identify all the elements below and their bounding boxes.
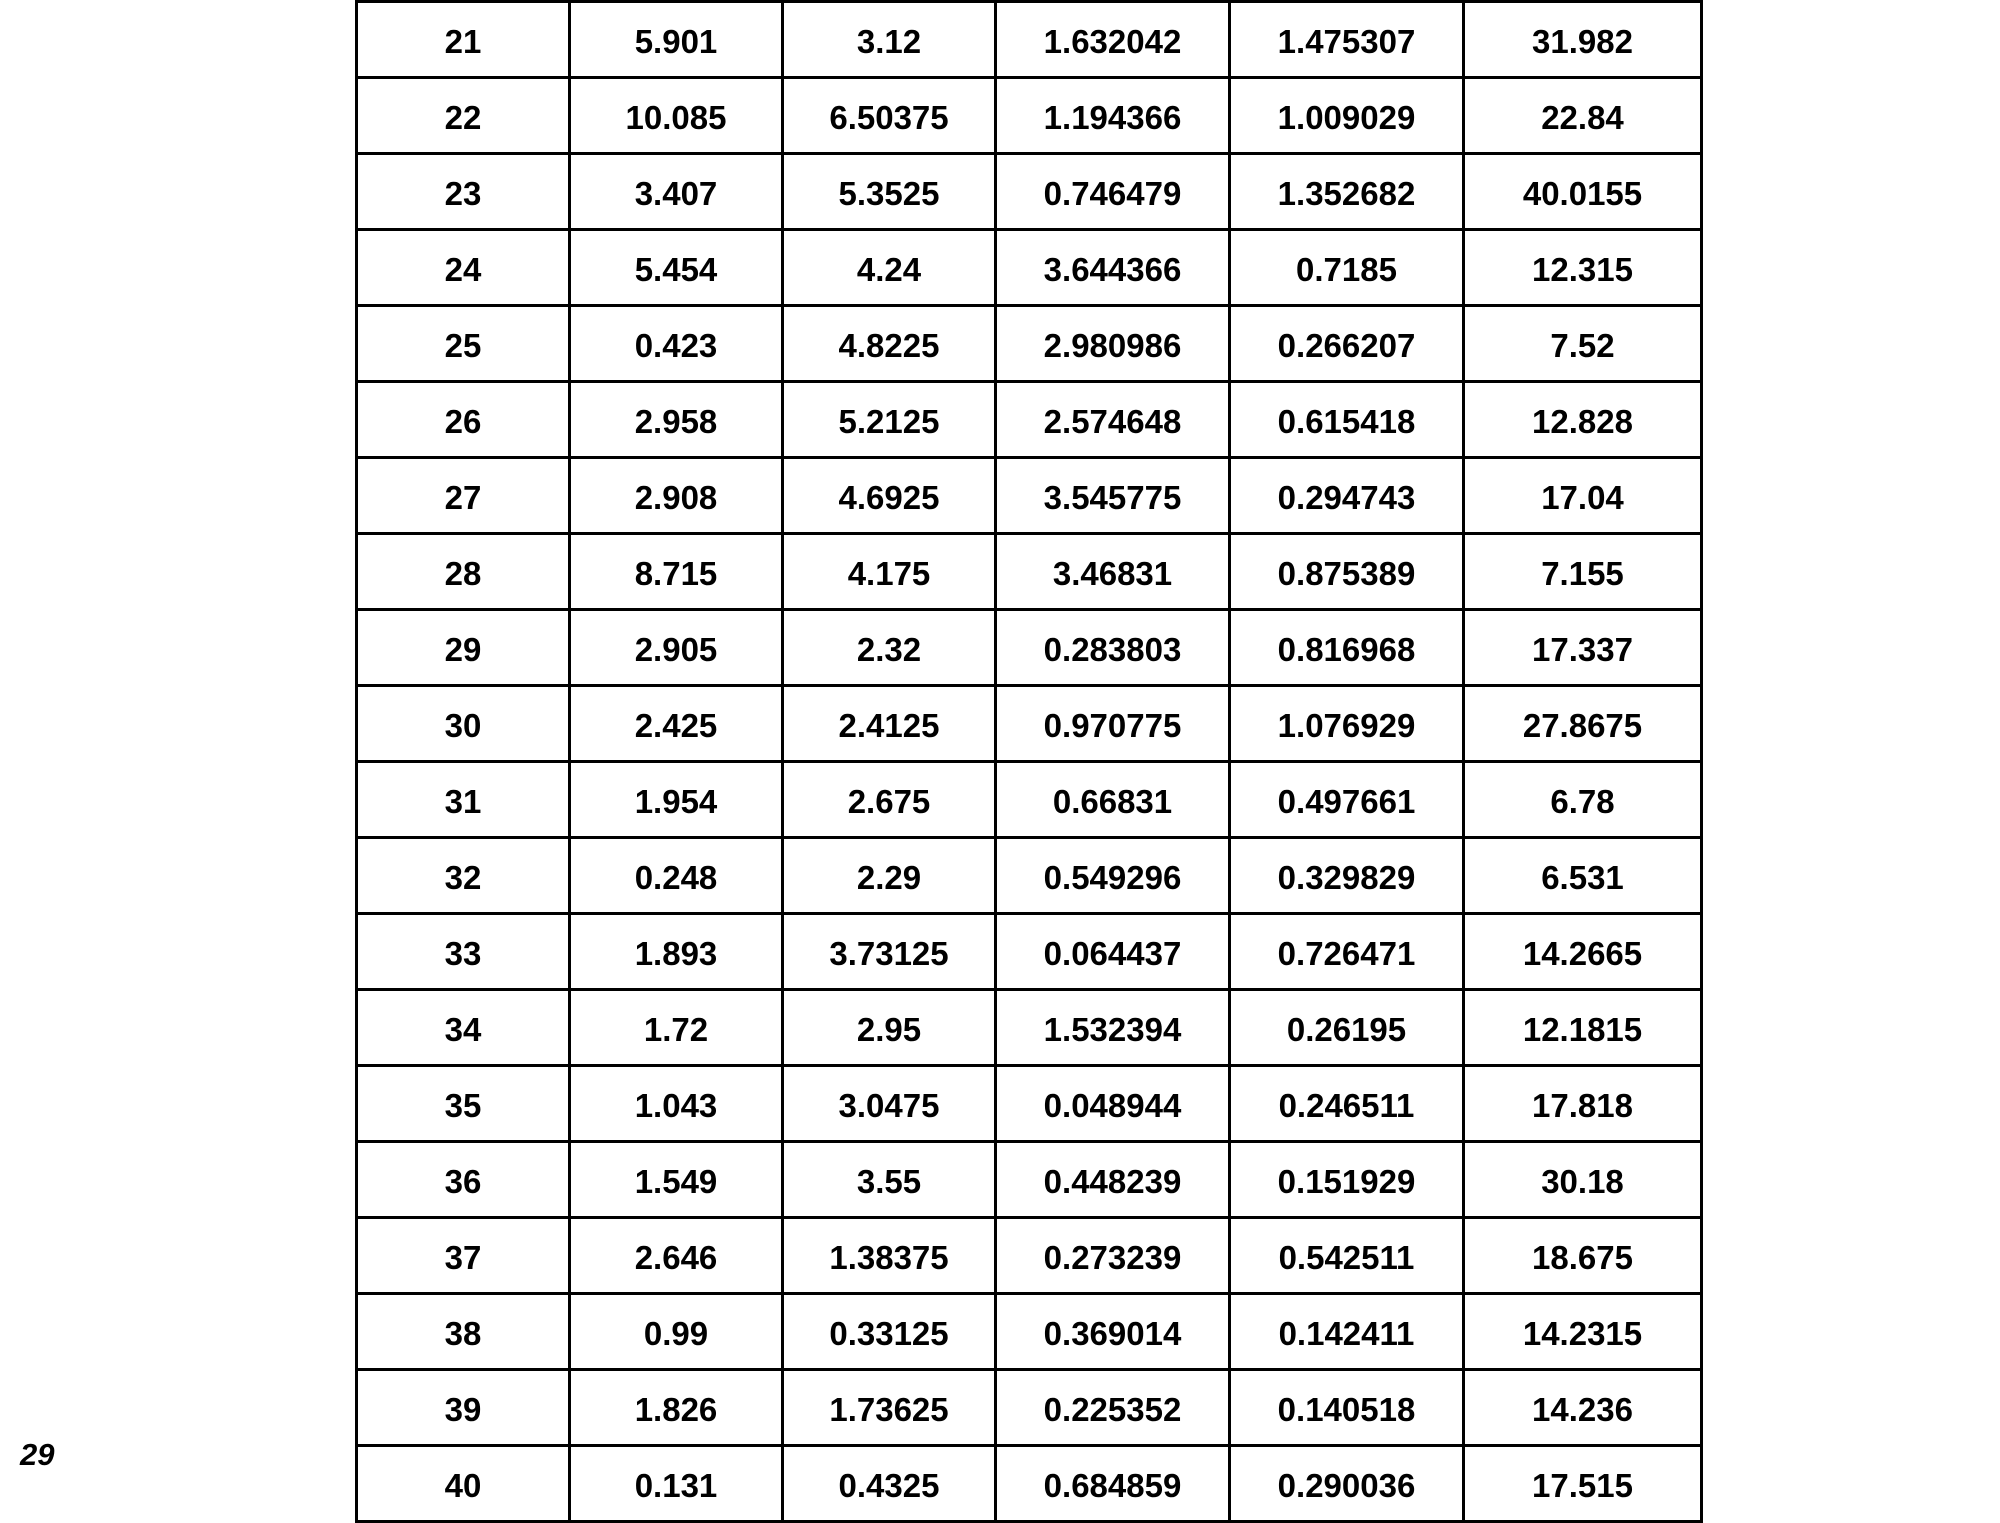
table-row: [357, 2, 1702, 78]
table-row: [357, 610, 1702, 686]
table-row: [357, 458, 1702, 534]
table-cell: 0.542511: [1230, 1218, 1464, 1294]
table-cell: 12.315: [1464, 230, 1702, 306]
table-cell: 2.95: [783, 990, 996, 1066]
row-index-cell: 33: [357, 914, 570, 990]
table-cell: 1.043: [570, 1066, 783, 1142]
table-cell: 1.549: [570, 1142, 783, 1218]
table-cell: 0.875389: [1230, 534, 1464, 610]
table-cell: 14.2315: [1464, 1294, 1702, 1370]
table-cell: 5.3525: [783, 154, 996, 230]
table-cell: 0.273239: [996, 1218, 1230, 1294]
table-row: [357, 534, 1702, 610]
table-cell: 17.515: [1464, 1446, 1702, 1522]
table-cell: 2.574648: [996, 382, 1230, 458]
table-cell: 0.726471: [1230, 914, 1464, 990]
table-cell: 0.142411: [1230, 1294, 1464, 1370]
table-cell: 17.337: [1464, 610, 1702, 686]
row-index-cell: 36: [357, 1142, 570, 1218]
table-cell: 0.7185: [1230, 230, 1464, 306]
table-cell: 0.99: [570, 1294, 783, 1370]
table-cell: 1.532394: [996, 990, 1230, 1066]
row-index-cell: 37: [357, 1218, 570, 1294]
table-cell: 0.369014: [996, 1294, 1230, 1370]
table-row: [357, 1370, 1702, 1446]
table-cell: 0.816968: [1230, 610, 1464, 686]
table-cell: 12.828: [1464, 382, 1702, 458]
table-cell: 17.04: [1464, 458, 1702, 534]
table-row: [357, 1294, 1702, 1370]
row-index-cell: 25: [357, 306, 570, 382]
table-cell: 1.38375: [783, 1218, 996, 1294]
table-cell: 18.675: [1464, 1218, 1702, 1294]
table-cell: 2.958: [570, 382, 783, 458]
table-cell: 0.064437: [996, 914, 1230, 990]
table-cell: 0.615418: [1230, 382, 1464, 458]
table-cell: 2.646: [570, 1218, 783, 1294]
table-row: [357, 306, 1702, 382]
table-cell: 1.194366: [996, 78, 1230, 154]
table-cell: 4.6925: [783, 458, 996, 534]
table-cell: 30.18: [1464, 1142, 1702, 1218]
table-cell: 0.26195: [1230, 990, 1464, 1066]
table-cell: 4.175: [783, 534, 996, 610]
row-index-cell: 28: [357, 534, 570, 610]
table-row: [357, 686, 1702, 762]
table-cell: 2.29: [783, 838, 996, 914]
table-cell: 0.246511: [1230, 1066, 1464, 1142]
row-index-cell: 24: [357, 230, 570, 306]
table-cell: 0.66831: [996, 762, 1230, 838]
table-cell: 2.4125: [783, 686, 996, 762]
table-row: [357, 838, 1702, 914]
table-cell: 0.283803: [996, 610, 1230, 686]
table-row: [357, 230, 1702, 306]
table-cell: 0.290036: [1230, 1446, 1464, 1522]
table-cell: 1.893: [570, 914, 783, 990]
table-cell: 0.131: [570, 1446, 783, 1522]
table-cell: 3.407: [570, 154, 783, 230]
table-cell: 7.155: [1464, 534, 1702, 610]
table-cell: 1.475307: [1230, 2, 1464, 78]
table-cell: 0.684859: [996, 1446, 1230, 1522]
table-cell: 0.248: [570, 838, 783, 914]
table-cell: 0.497661: [1230, 762, 1464, 838]
page-number: 29: [20, 1437, 55, 1472]
table-cell: 2.980986: [996, 306, 1230, 382]
table-cell: 7.52: [1464, 306, 1702, 382]
table-cell: 0.33125: [783, 1294, 996, 1370]
table-body: [357, 2, 1702, 1522]
row-index-cell: 22: [357, 78, 570, 154]
table-cell: 27.8675: [1464, 686, 1702, 762]
table-cell: 5.901: [570, 2, 783, 78]
table-cell: 2.425: [570, 686, 783, 762]
table-cell: 3.545775: [996, 458, 1230, 534]
table-cell: 0.294743: [1230, 458, 1464, 534]
table-cell: 3.46831: [996, 534, 1230, 610]
table-cell: 3.73125: [783, 914, 996, 990]
table-cell: 1.009029: [1230, 78, 1464, 154]
row-index-cell: 40: [357, 1446, 570, 1522]
row-index-cell: 23: [357, 154, 570, 230]
row-index-cell: 30: [357, 686, 570, 762]
table-cell: 1.076929: [1230, 686, 1464, 762]
table-cell: 0.140518: [1230, 1370, 1464, 1446]
row-index-cell: 32: [357, 838, 570, 914]
table-cell: 8.715: [570, 534, 783, 610]
table-row: [357, 990, 1702, 1066]
row-index-cell: 26: [357, 382, 570, 458]
table-cell: 40.0155: [1464, 154, 1702, 230]
row-index-cell: 21: [357, 2, 570, 78]
table-cell: 6.78: [1464, 762, 1702, 838]
table-cell: 1.73625: [783, 1370, 996, 1446]
table-cell: 22.84: [1464, 78, 1702, 154]
table-cell: 4.24: [783, 230, 996, 306]
table-cell: 0.970775: [996, 686, 1230, 762]
row-index-cell: 31: [357, 762, 570, 838]
table-cell: 0.746479: [996, 154, 1230, 230]
table-cell: 2.908: [570, 458, 783, 534]
table-cell: 0.151929: [1230, 1142, 1464, 1218]
table-cell: 0.4325: [783, 1446, 996, 1522]
table-cell: 5.2125: [783, 382, 996, 458]
row-index-cell: 39: [357, 1370, 570, 1446]
table-cell: 0.423: [570, 306, 783, 382]
table-cell: 3.12: [783, 2, 996, 78]
table-cell: 0.549296: [996, 838, 1230, 914]
table-cell: 2.905: [570, 610, 783, 686]
table-cell: 12.1815: [1464, 990, 1702, 1066]
table-cell: 0.329829: [1230, 838, 1464, 914]
table-cell: 3.0475: [783, 1066, 996, 1142]
table-row: [357, 1446, 1702, 1522]
row-index-cell: 29: [357, 610, 570, 686]
table-row: [357, 1066, 1702, 1142]
table-cell: 2.675: [783, 762, 996, 838]
table-cell: 4.8225: [783, 306, 996, 382]
table-cell: 10.085: [570, 78, 783, 154]
table-cell: 0.048944: [996, 1066, 1230, 1142]
table-cell: 31.982: [1464, 2, 1702, 78]
table-row: [357, 382, 1702, 458]
table-cell: 6.531: [1464, 838, 1702, 914]
table-row: [357, 78, 1702, 154]
table-cell: 0.225352: [996, 1370, 1230, 1446]
table-cell: 3.55: [783, 1142, 996, 1218]
row-index-cell: 38: [357, 1294, 570, 1370]
table-row: [357, 1142, 1702, 1218]
table-cell: 2.32: [783, 610, 996, 686]
row-index-cell: 35: [357, 1066, 570, 1142]
table-cell: 5.454: [570, 230, 783, 306]
table-cell: 1.352682: [1230, 154, 1464, 230]
row-index-cell: 34: [357, 990, 570, 1066]
table-cell: 1.954: [570, 762, 783, 838]
table-cell: 1.72: [570, 990, 783, 1066]
table-cell: 6.50375: [783, 78, 996, 154]
table-cell: 14.236: [1464, 1370, 1702, 1446]
table-row: [357, 762, 1702, 838]
table-cell: 1.826: [570, 1370, 783, 1446]
table-cell: 17.818: [1464, 1066, 1702, 1142]
table-cell: 0.266207: [1230, 306, 1464, 382]
table-cell: 0.448239: [996, 1142, 1230, 1218]
table-cell: 14.2665: [1464, 914, 1702, 990]
table-cell: 3.644366: [996, 230, 1230, 306]
table-row: [357, 914, 1702, 990]
table-row: [357, 1218, 1702, 1294]
table-row: [357, 154, 1702, 230]
row-index-cell: 27: [357, 458, 570, 534]
data-table: [355, 0, 1703, 1523]
table-cell: 1.632042: [996, 2, 1230, 78]
